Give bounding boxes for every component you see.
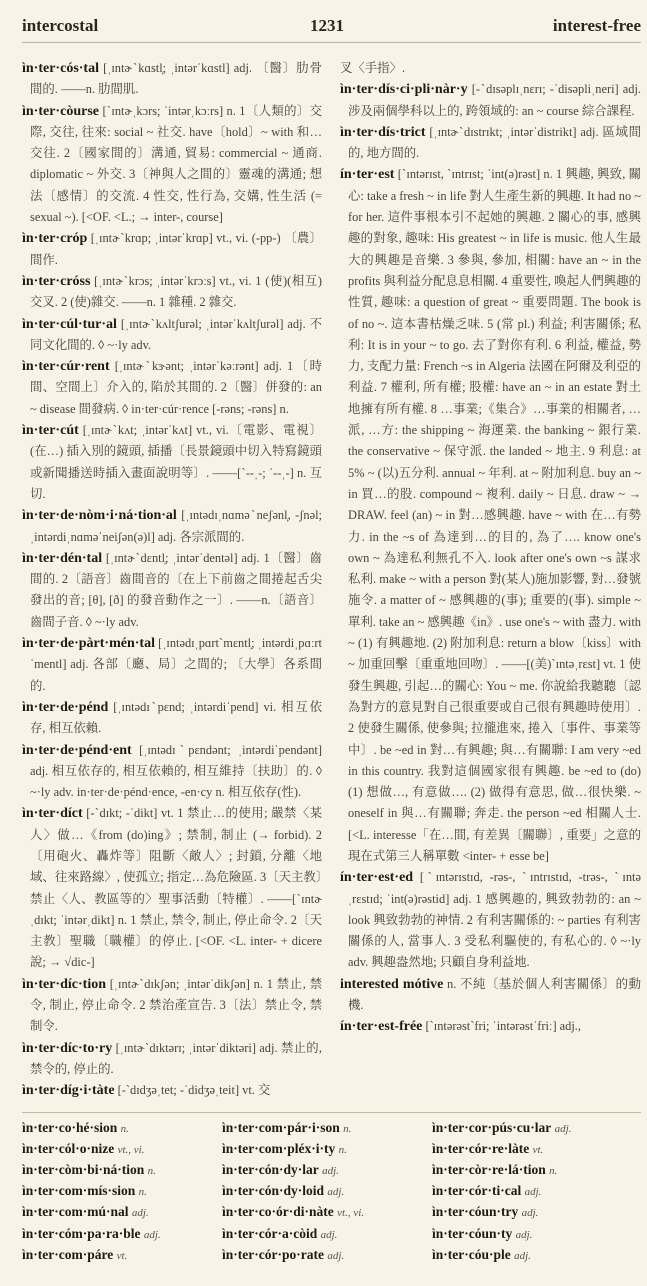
page-number: 1231: [310, 16, 344, 35]
definition: [ˋɪntərəstˋfri; ˈintərəstˈfriː] adj.,: [422, 1019, 582, 1034]
dictionary-entry: [22, 420, 322, 505]
part-of-speech: adj.: [554, 1122, 572, 1135]
derived-word: [432, 1181, 641, 1202]
entry-columns: [22, 58, 641, 1102]
definition: [ˌɪntɚˋdɪstrɪkt; ˌintərˈdistrikt] adj. 區域間的, 地方間的.: [348, 124, 641, 161]
part-of-speech: n.: [343, 1122, 352, 1135]
derived-word-term: ìn·ter·com·páre: [22, 1246, 114, 1262]
definition: [ˌɪntɚˋkʌt; ˌintərˈkʌt] vt., vi.〔電影、電視〕(在…) 插入別的鏡頭, 插播〔長景鏡頭中切入特寫鏡頭或新聞播送時插入畫面說明等〕. ——[ˋ--ˌ-; ˈ--ˌ-] n. 互切.: [30, 423, 322, 501]
derived-word-term: ìn·ter·cón·dy·lar: [222, 1161, 319, 1177]
headword: ìn·ter·dís·trict: [340, 124, 426, 140]
headword: ín·ter·est-frée: [340, 1019, 423, 1035]
dictionary-entry: [22, 1038, 322, 1081]
definition: [ˌɪntədɪˌnɑməˋneʃənl̩, -ʃnəl; ˌintərdiˌnɑməˈneiʃən(ə)l] adj. 各宗派間的.: [30, 508, 322, 544]
derived-word-term: ìn·ter·còr·re·lá·tion: [432, 1161, 546, 1177]
definition: [ˋɪntərɪstɪd, -rəs-, ˋɪntrɪstɪd, -trəs-, ˋɪntəˌrɛstɪd; ˈint(ə)rəstid] adj. 1 感興趣的, 興致勃勃的: an ~ look 興致勃勃的神情. 2 有利害關係的: ~ parties 有利害關係的人, 當事人. 3 受私利驅使的, 有私心的. ◊ ~·ly adv. 興趣盎然地; 只顧自身利益地.: [348, 870, 641, 970]
part-of-speech: adj.: [131, 1207, 149, 1220]
derived-word-term: ìn·ter·cór·a·còid: [222, 1225, 318, 1241]
definition: [ˌɪntɚˋkɑstl̩; ˌintərˈkɑstl] adj. 〔醫〕肋骨間的. ——n. 肋間肌.: [30, 61, 322, 97]
right-column: [340, 58, 641, 1038]
derived-words-list: [22, 1118, 641, 1266]
part-of-speech: n.: [120, 1122, 129, 1135]
derived-word-term: ìn·ter·cór·po·rate: [222, 1246, 324, 1262]
part-of-speech: adj.: [515, 1228, 533, 1241]
definition: [-ˋdɪdʒəˌtet; -ˈdidʒəˌteit] vt. 交: [114, 1083, 271, 1098]
headword: ìn·ter·de·pénd: [22, 699, 109, 715]
part-of-speech: adj.: [524, 1186, 542, 1199]
derived-word: [22, 1118, 222, 1139]
definition: [ˌɪntɚˋkʌltʃurəl; ˌintərˈkʌltʃurəl] adj. 不同文化間的. ◊ ~·ly adv.: [30, 316, 322, 352]
derived-word: [222, 1139, 432, 1160]
part-of-speech: adj.: [320, 1228, 338, 1241]
definition: [ˌɪntədɪˌpɑrtˋmɛntl̩; ˌintərdiˌpɑːrtˈmentl] adj. 各部〔廳、局〕之間的; 〔大學〕各系間的.: [30, 636, 322, 693]
headword: ìn·ter·dís·ci·pli·nàr·y: [340, 82, 468, 98]
derived-word: [222, 1245, 432, 1266]
derived-word-term: ìn·ter·còm·bi·ná·tion: [22, 1161, 145, 1177]
definition: [ˌɪntɚˋkrɔs; ˌintərˈkrɔːs] vt., vi. 1 (使)(相互)交叉. 2 (使)雜交. ——n. 1 雜種. 2 雜交.: [30, 273, 322, 310]
derived-word: [222, 1202, 432, 1223]
headword: ìn·ter·cút: [22, 423, 79, 439]
dictionary-entry: [22, 697, 322, 740]
part-of-speech: adj.: [322, 1164, 339, 1177]
definition: [ˌɪntɚˋkrɑp; ˌintərˈkrɑp] vt., vi. (-pp-) 〔農〕間作.: [30, 231, 322, 267]
part-of-speech: adj.: [514, 1249, 531, 1262]
definition: [ˌɪntɚˋdɪkʃən; ˌintərˈdikʃən] n. 1 禁止, 禁令, 制止, 停止命令. 2 禁治產宣告. 3〔法〕禁止令, 禁制令.: [30, 976, 322, 1034]
dictionary-entry: [340, 974, 641, 1017]
dictionary-entry: [340, 58, 641, 79]
part-of-speech: adj.: [521, 1207, 539, 1220]
left-guide-word: intercostal: [22, 16, 99, 35]
derived-word-term: ìn·ter·cóu·ple: [432, 1246, 511, 1262]
derived-word: [22, 1139, 222, 1160]
headword: ín·ter·est·ed: [340, 870, 414, 886]
part-of-speech: vt., vi.: [337, 1207, 365, 1220]
headword: ìn·ter·cúr·rent: [22, 359, 110, 375]
headword: ìn·ter·díg·i·tàte: [22, 1083, 115, 1099]
dictionary-entry: [22, 101, 322, 229]
part-of-speech: vt., vi.: [117, 1143, 145, 1156]
derived-word-term: ìn·ter·com·mú·nal: [22, 1204, 129, 1220]
dictionary-entry: [22, 271, 322, 314]
definition: 叉〈手指〉.: [340, 61, 406, 75]
headword: ìn·ter·dén·tal: [22, 550, 103, 566]
headword: ìn·ter·cúl·tur·al: [22, 316, 117, 332]
derived-word-term: ìn·ter·com·mís·sion: [22, 1183, 136, 1199]
headword: ìn·ter·de·pénd·ent: [22, 742, 132, 758]
derived-word: [222, 1160, 432, 1181]
dictionary-entry: [340, 1016, 641, 1037]
dictionary-entry: [22, 633, 322, 697]
dictionary-entry: [22, 314, 322, 357]
definition: [ˋɪntərɪst, ˋɪntrɪst; ˈint(ə)rəst] n. 1 興趣, 興致, 關心: take a fresh ~ in life 對人生產生新的興趣. It had no ~ for her. 這件事根本引不起她的興趣. 2 關心的事, 感興趣的對象, 趣味: His greatest ~ in life is music. 他人生最大的興趣是音樂. 3 參與, 參加, 相關: have an ~ in the profits 與利益分配息息相關. 4 重要性, 喚起人們興趣的性質, 趣味: a question of great ~ 重要問題. The book is of no ~. 這本書枯燥乏味. 5 (常 pl.) 利益; 利害關係; 私利: It is in your ~ to go. 去了對你有利. 6 利益, 權益, 勢力, 支配力量: French ~s in Algeria 法國在阿爾及利亞的利益. 7 權利, 所有權; 股權: have an ~ in an estate 對土地擁有所有權. 8 …事業;《集合》…事業的相關者, …派, …方: the shipping ~ 海運業. the banking ~ 銀行業. the conservative ~ 保守派. the landed ~ 地主. 9 利息: at 5% ~ (以)五分利. annual ~ 年利. at ~ 附加利息. buy an ~ in 買…的股. compound ~ 複利. daily ~ 日息. draw ~ → DRAW. feel (an) ~ in 對…感興趣. have ~ with 在…有勢力. in the ~s of 為達到…的目的, 為了…. know one's own ~ 為達私利無孔不入. look after one's own ~s 謀求私利. make ~ with a person 對(某人)施加影響, 對…發號施令. a matter of ~ 感興趣的(事); 重要的(事). simple ~ 單利. take an ~ 感興趣《in》. use one's ~ with 盡力. with ~ (1) 有興趣地. (2) 附加利息: return a blow〔kiss〕with ~ 加重回擊〔重重地回吻〕. ——[(美)ˋɪntəˌrɛst] vt. 1 使發生興趣, 引起…的關心: You ~ me. 你說給我聽聽〔認為對方的意見對自己很重要或自己很有興趣時使用〕. 2 使發生關係, 使參與; 拉攏進來, 捲入〔事件、事業等中〕. be ~ed in 對…有興趣; 與…有關聯: I am very ~ed in this country. 我對這個國家很有興趣. be ~ed to (do) (1) 想做…, 有意做…. (2) 做得有意思, 做…很快樂. ~ oneself in 與…有關聯; 奔走. the person ~ed 相關人士. [<L. interesse「在…間, 有差異〔關聯〕, 重要」之意的現在式第三人稱單數 <inter- + esse be]: [348, 167, 641, 863]
headword: interested mótive: [340, 976, 444, 992]
derived-word: [432, 1118, 641, 1139]
definition: [ˌɪntədɪˋpɛndənt; ˌintərdiˈpendənt] adj. 相互依存的, 相互依賴的, 相互維持〔扶助〕的. ◊ ~·ly adv. in·ter·de·pénd·ence, -en·cy n. 相互依存(性).: [30, 742, 322, 800]
definition: [ˌɪntɚˋdɪktərɪ; ˌintərˈdiktəri] adj. 禁止的, 禁令的, 停止的.: [30, 1040, 322, 1076]
headword: ìn·ter·díct: [22, 806, 83, 822]
definition: [-ˋdɪkt; -ˈdikt] vt. 1 禁止…的使用; 嚴禁〈某人〉做…《from (do)ing》; 禁制, 制止 (→ forbid). 2〔用砲火、轟炸等〕阻斷〈敵人〉; 封鎖, 分離〈地域、往來路線〉, 使孤立; 指定…為危險區. 3〔天主教〕禁止〈人、教區等的〉聖事活動〔特權〕. ——[ˋɪntɚˌdɪkt; ˈintərˌdikt] n. 1 禁止, 禁令, 制止, 停止命令. 2〔天主教〕聖職〔職權〕的停止. [<OF. <L. inter- + dicere 說; → √dic-]: [30, 806, 322, 970]
derived-word-term: ìn·ter·cor·pús·cu·lar: [432, 1119, 552, 1135]
derived-word-term: ìn·ter·com·pár·i·son: [222, 1119, 340, 1135]
headword: ìn·ter·cróss: [22, 273, 91, 289]
part-of-speech: adj.: [327, 1186, 345, 1199]
dictionary-entry: [340, 164, 641, 867]
derived-word-term: ìn·ter·cóun·ty: [432, 1225, 513, 1241]
part-of-speech: n.: [138, 1186, 147, 1199]
part-of-speech: n.: [549, 1164, 558, 1177]
headword: ìn·ter·díc·to·ry: [22, 1040, 113, 1056]
dictionary-entry: [22, 548, 322, 633]
definition: [ˌɪntədɪˋpɛnd; ˌintərdiˈpend] vi. 相互依存, 相互依賴.: [30, 699, 322, 736]
derived-word: [22, 1160, 222, 1181]
derived-word: [222, 1118, 432, 1139]
dictionary-entry: [22, 803, 322, 973]
dictionary-entry: [22, 228, 322, 271]
derived-word-term: ìn·ter·cón·dy·loid: [222, 1183, 325, 1199]
part-of-speech: adj.: [143, 1228, 161, 1241]
page-header: [22, 16, 641, 43]
dictionary-entry: [22, 58, 322, 101]
derived-word-term: ìn·ter·cór·re·làte: [432, 1140, 530, 1156]
part-of-speech: vt.: [532, 1143, 544, 1156]
definition: n. 不純〔基於個人利害關係〕的動機.: [348, 976, 641, 1013]
headword: ìn·ter·de·pàrt·mén·tal: [22, 636, 155, 652]
dictionary-entry: [22, 974, 322, 1038]
derived-word: [432, 1202, 641, 1223]
dictionary-entry: [340, 79, 641, 122]
headword: ìn·ter·cós·tal: [22, 61, 99, 76]
headword: ìn·ter·còurse: [22, 103, 99, 119]
dictionary-entry: [340, 122, 641, 165]
part-of-speech: adj.: [327, 1249, 345, 1262]
divider: [22, 1112, 641, 1113]
derived-word-term: ìn·ter·co·ór·di·nàte: [222, 1204, 334, 1220]
derived-word-term: ìn·ter·cór·ti·cal: [432, 1183, 522, 1199]
dictionary-entry: [22, 740, 322, 804]
derived-word: [22, 1245, 222, 1266]
part-of-speech: n.: [338, 1143, 347, 1156]
dictionary-entry: [340, 867, 641, 973]
derived-word: [432, 1160, 641, 1181]
derived-word-term: ìn·ter·cóm·pa·ra·ble: [22, 1225, 141, 1241]
derived-word: [22, 1224, 222, 1245]
derived-word: [222, 1224, 432, 1245]
left-column: [22, 58, 322, 1102]
derived-word: [432, 1224, 641, 1245]
derived-word: [222, 1181, 432, 1202]
derived-word-term: ìn·ter·cóun·try: [432, 1204, 519, 1220]
part-of-speech: vt.: [116, 1249, 128, 1262]
derived-word: [22, 1202, 222, 1223]
definition: [ˋɪntɚˌkɔrs; ˈintərˌkɔːrs] n. 1〔人類的〕交際, 交往, 往來: social ~ 社交. have〔hold〕~ with 和…交往. 2〔國家間的〕溝通, 貿易: commercial ~ 通商. diplomatic ~ 外交. 3〔神與人之間的〕靈魂的溝通; 想法〔感情〕的交流. 4 性交, 性行為, 交媾, 性生活 (= sexual ~). [<OF. <L.; → inter-, course]: [30, 103, 322, 225]
dictionary-entry: [22, 505, 322, 548]
dictionary-entry: [22, 356, 322, 420]
dictionary-entry: [22, 1080, 322, 1101]
headword: ìn·ter·cróp: [22, 231, 88, 247]
derived-word-term: ìn·ter·co·hé·sion: [22, 1119, 118, 1135]
headword: ín·ter·est: [340, 167, 395, 183]
derived-word-term: ìn·ter·com·pléx·i·ty: [222, 1140, 336, 1156]
definition: [ˌɪntɚˋdɛntl̩; ˌintərˈdentəl] adj. 1〔醫〕齒間的. 2〔語音〕齒間音的〔在上下前齒之間捲起舌尖發出的音; [θ], [ð] 的發音動作之一〕. ——n.〔語音〕齒間子音. ◊ ~·ly adv.: [30, 550, 322, 629]
derived-word-term: ìn·ter·cól·o·nize: [22, 1140, 115, 1156]
definition: [ˌɪntɚˋkɝənt; ˌintərˈkəːrənt] adj. 1〔時間、空間上〕介入的, 陷於其間的. 2〔醫〕併發的: an ~ disease 間發病. ◊ in·ter·cúr·rence [-rəns; -rəns] n.: [30, 359, 322, 416]
derived-word: [432, 1245, 641, 1266]
part-of-speech: n.: [147, 1164, 156, 1177]
definition: [-ˋdɪsəplɪˌnɛrɪ; -ˈdisəpliˌneri] adj. 涉及兩個學科以上的, 跨領域的: an ~ course 綜合課程.: [348, 82, 641, 118]
right-guide-word: interest-free: [552, 16, 641, 35]
derived-word: [432, 1139, 641, 1160]
headword: ìn·ter·díc·tion: [22, 976, 106, 992]
derived-word: [22, 1181, 222, 1202]
headword: ìn·ter·de·nòm·i·ná·tion·al: [22, 508, 177, 524]
